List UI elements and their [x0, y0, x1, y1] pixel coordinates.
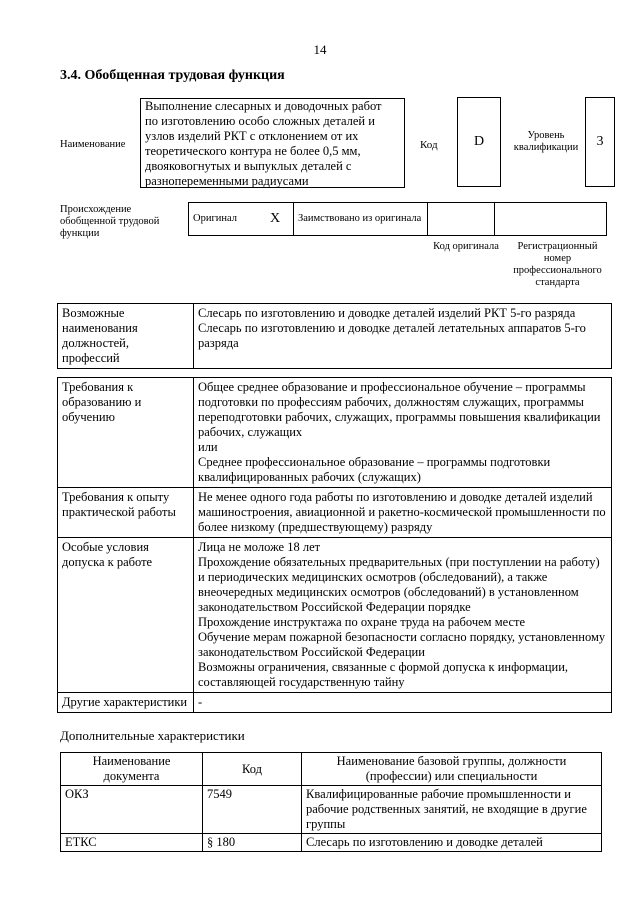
extra-cell: ОКЗ [61, 786, 203, 834]
code-original-cell [428, 203, 495, 236]
requirement-label: Требования к опыту практической работы [58, 488, 194, 538]
original-label: Оригинал [189, 203, 258, 236]
extra-header-row [61, 753, 602, 786]
requirement-line: Прохождение обязательных предварительных (при поступлении на работу) и периодических медицинских осмотров (обследований), а также внеочередных медицинских осмотров (обследований) в установленном законодательством Российской Федерации порядке [198, 555, 600, 614]
table-row [61, 834, 602, 852]
requirements-row [58, 378, 612, 488]
extra-header: Наименование документа [61, 753, 203, 786]
extra-cell: Квалифицированные рабочие промышленности и рабочие родственных занятий, не входящие в другие группы [302, 786, 602, 834]
requirement-line: Возможны ограничения, связанные с формой допуска к информации, составляющей государственную тайну [198, 660, 569, 689]
extra-title: Дополнительные характеристики [60, 728, 245, 743]
requirements-row [58, 538, 612, 693]
reg-number-label: Регистрационный номер профессионального стандарта [513, 241, 602, 288]
table-row [61, 786, 602, 834]
extra-cell: Слесарь по изготовлению и доводке деталей [302, 834, 602, 852]
level-value: 3 [585, 97, 615, 187]
position-item: Слесарь по изготовлению и доводке деталей изделий РКТ 5-го разряда [198, 306, 576, 320]
function-name-line: разнопеременными радиусами [145, 174, 309, 188]
extra-header: Код [203, 753, 302, 786]
position-item: Слесарь по изготовлению и доводке деталей летательных аппаратов 5-го разряда [198, 321, 586, 350]
requirement-cell [194, 488, 612, 538]
borrowed-label: Заимствовано из оригинала [294, 203, 428, 236]
function-name-line: по изготовлению особо сложных деталей и [145, 114, 375, 128]
requirements-table [57, 377, 612, 713]
requirement-cell [194, 378, 612, 488]
origin-table [188, 202, 607, 236]
code-original-label: Код оригинала [433, 241, 499, 252]
requirements-row [58, 693, 612, 713]
requirement-line: Среднее профессиональное образование – программы подготовки квалифицированных рабочих (служащих) [198, 455, 551, 484]
requirement-line: Не менее одного года работы по изготовлению и доводке деталей изделий машиностроения, авиационной и ракетно-космической промышленности по более низкому (предшествующему) разряду [198, 490, 606, 534]
extra-header: Наименование базовой группы, должности (профессии) или специальности [302, 753, 602, 786]
page-number: 14 [313, 42, 327, 57]
requirement-line: Обучение мерам пожарной безопасности согласно порядку, установленному законодательством Российской Федерации [198, 630, 606, 659]
function-name-line: Выполнение слесарных и доводочных работ [145, 99, 382, 113]
origin-label: Происхождение обобщенной трудовой функции [60, 204, 160, 239]
positions-cell [194, 304, 612, 369]
function-name-line: теоретического контура не более 0,5 мм, [145, 144, 361, 158]
function-name-line: узлов изделий РКТ с отклонением от их [145, 129, 359, 143]
requirement-line: или [198, 440, 218, 454]
code-value: D [457, 97, 501, 187]
requirement-label: Требования к образованию и обучению [58, 378, 194, 488]
function-name-line: двояковогнутых и выпуклых деталей с [145, 159, 352, 173]
code-label: Код [420, 139, 438, 151]
positions-label: Возможные наименования должностей, профессий [58, 304, 194, 369]
requirement-label: Особые условия допуска к работе [58, 538, 194, 693]
reg-number-cell [495, 203, 607, 236]
function-name-box [140, 98, 405, 188]
requirement-label: Другие характеристики [58, 693, 194, 713]
positions-table [57, 303, 612, 369]
section-title: 3.4. Обобщенная трудовая функция [60, 68, 285, 83]
requirement-line: Лица не моложе 18 лет [198, 540, 321, 554]
original-mark: X [257, 203, 294, 236]
extra-table [60, 752, 602, 852]
extra-cell: § 180 [203, 834, 302, 852]
requirement-cell [194, 538, 612, 693]
requirement-line: Прохождение инструктажа по охране труда на рабочем месте [198, 615, 526, 629]
requirements-row [58, 488, 612, 538]
requirement-line: - [198, 695, 203, 709]
requirement-line: Общее среднее образование и профессиональное обучение – программы подготовки по профессиям рабочих, должностям служащих, программы переподготовки рабочих, служащих, программы повышения квалификации рабочих, служащих [198, 380, 601, 439]
requirement-cell [194, 693, 612, 713]
level-label: Уровень квалификации [513, 130, 579, 153]
name-label: Наименование [60, 139, 126, 150]
extra-cell: 7549 [203, 786, 302, 834]
extra-cell: ЕТКС [61, 834, 203, 852]
